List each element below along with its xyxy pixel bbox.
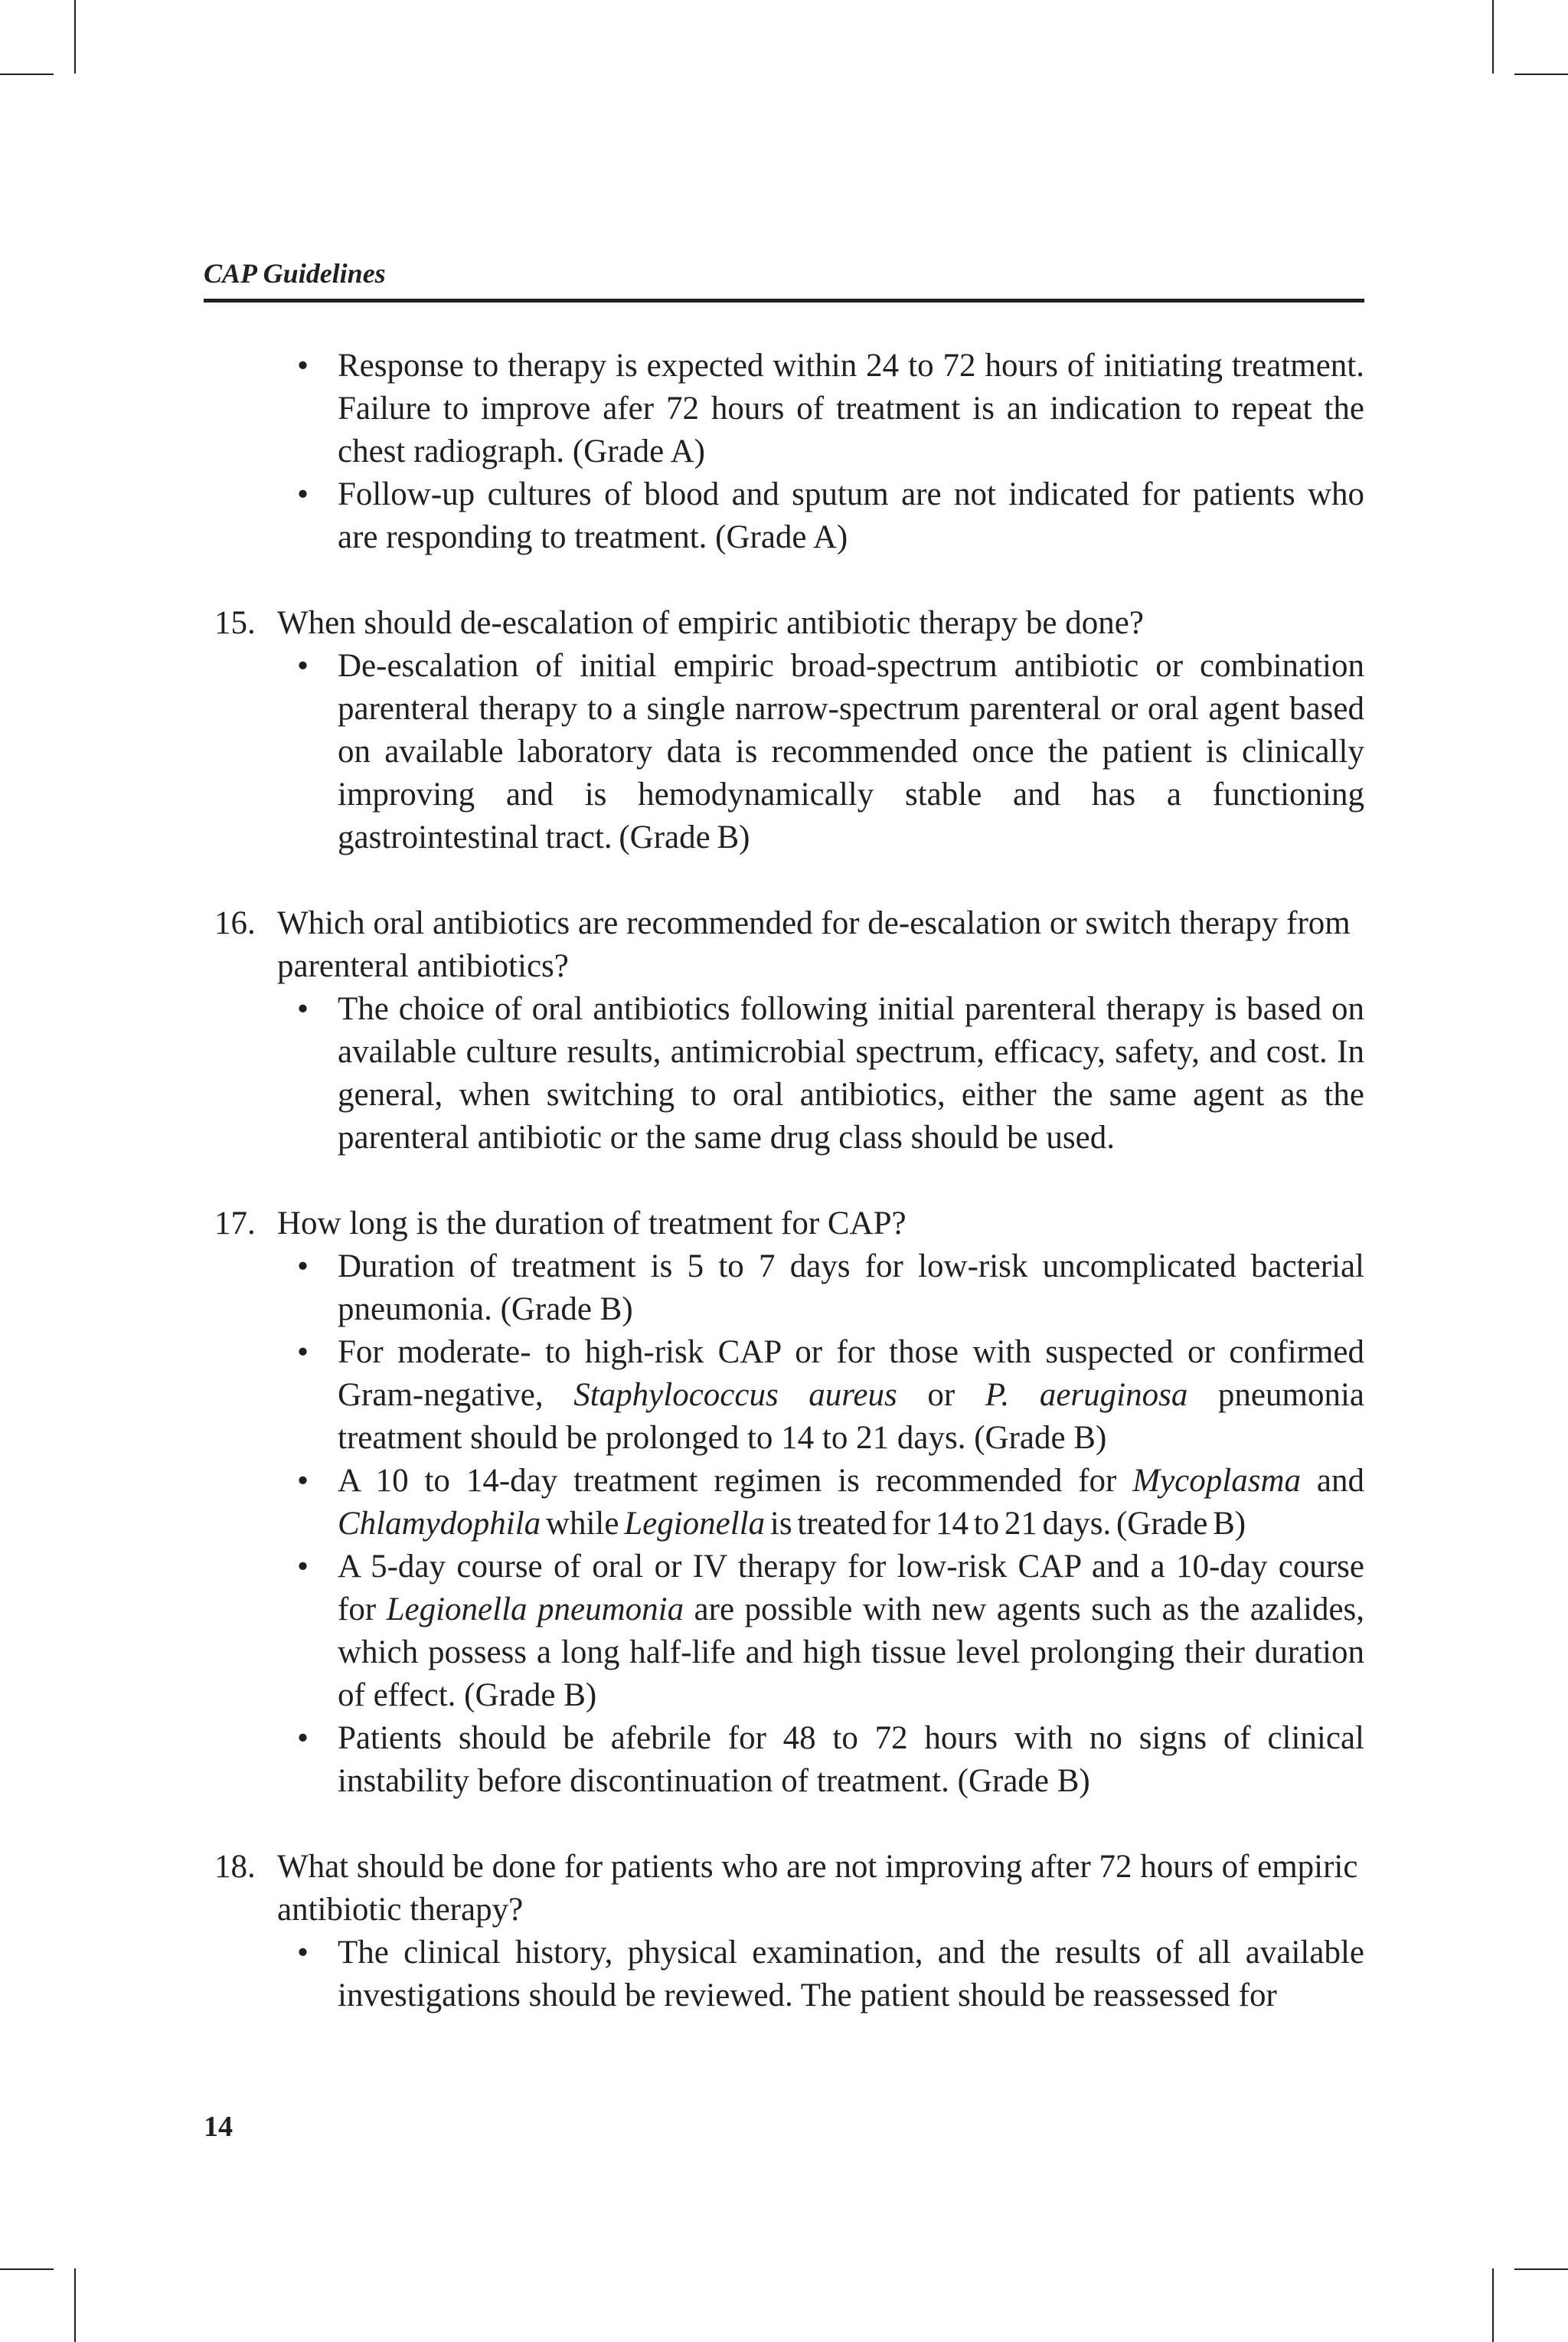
bullet-item	[204, 345, 1364, 473]
bullet-text: The choice of oral antibiotics following initial parenteral therapy is based on available culture results, antimicrobial spectrum, efficacy, safety, and cost. In general, when switching to oral antibiotics, either the same agent as the parenteral antibiotic or the same drug class should be used.	[338, 991, 1364, 1156]
question-text: What should be done for patients who are not improving after 72 hours of empiric antibiotic therapy?	[277, 1849, 1358, 1928]
question-16	[204, 902, 1364, 988]
bullet-text	[338, 1334, 1364, 1456]
running-header: CAP Guidelines	[204, 258, 386, 289]
bullet-dot: •	[297, 1720, 309, 1756]
text-run: while	[541, 1506, 625, 1542]
text-run: is treated for 14 to 21 days. (Grade B)	[765, 1506, 1246, 1542]
italic-term: Mycoplasma	[1132, 1463, 1302, 1499]
page-content	[204, 345, 1364, 2017]
question-text: Which oral antibiotics are recommended for de-escalation or switch therapy from parenteral antibiotics?	[277, 905, 1351, 984]
bullet-item	[204, 1245, 1364, 1331]
bullet-dot: •	[297, 1334, 309, 1370]
bullet-text: Response to therapy is expected within 24 to 72 hours of initiating treatment. Failure to improve afer 72 hours of treatment is an indication to repeat the chest radiograph. (Grade A)	[338, 348, 1364, 469]
italic-term: Staphylococcus aureus	[573, 1377, 897, 1413]
crop-mark	[0, 2268, 54, 2270]
bullet-dot: •	[297, 476, 309, 512]
header-rule	[204, 299, 1364, 303]
question-17	[204, 1202, 1364, 1245]
crop-mark	[1492, 0, 1494, 74]
bullet-dot: •	[297, 1463, 309, 1499]
page-number: 14	[204, 2111, 233, 2143]
italic-term: Legionella pneumonia	[386, 1591, 684, 1627]
crop-mark	[1514, 2268, 1568, 2270]
bullet-item	[204, 1717, 1364, 1803]
bullet-item	[204, 1331, 1364, 1460]
text-run: A 5-day course of oral or IV therapy for low-risk CAP and a 10-day course for	[338, 1549, 1364, 1627]
crop-mark	[1514, 74, 1568, 75]
bullet-item	[204, 988, 1364, 1160]
text-run: and	[1301, 1463, 1365, 1499]
question-number: 18.	[214, 1849, 256, 1885]
bullet-item	[204, 473, 1364, 559]
bullet-text: Duration of treatment is 5 to 7 days for low-risk uncomplicated bacterial pneumonia. (Grade B)	[338, 1248, 1364, 1327]
bullet-dot: •	[297, 1935, 309, 1971]
bullet-item	[204, 1546, 1364, 1717]
question-number: 17.	[214, 1205, 256, 1241]
bullet-item	[204, 1931, 1364, 2017]
bullet-dot: •	[297, 1248, 309, 1284]
bullet-text	[338, 1549, 1364, 1713]
crop-mark	[1492, 2268, 1494, 2342]
bullet-dot: •	[297, 991, 309, 1027]
bullet-text: The clinical history, physical examination, and the results of all available investigations should be reviewed. The patient should be reassessed for	[338, 1935, 1364, 2013]
bullet-dot: •	[297, 1549, 309, 1585]
text-run: or	[897, 1377, 985, 1413]
question-18	[204, 1846, 1364, 1931]
text-run: pneumonia treatment should be prolonged to 14 to 21 days. (Grade B)	[338, 1377, 1364, 1456]
text-run: are possible with new agents such as the azalides, which possess a long half-life and high tissue level prolonging their duration of effect. (Grade B)	[338, 1591, 1365, 1713]
italic-term: Chlamydophila	[338, 1506, 541, 1542]
question-number: 15.	[214, 605, 256, 641]
italic-term: P. aeruginosa	[985, 1377, 1188, 1413]
question-15	[204, 602, 1364, 645]
bullet-dot: •	[297, 348, 309, 384]
bullet-text: De-escalation of initial empiric broad-spectrum antibiotic or combination parenteral therapy to a single narrow-spectrum parenteral or oral agent based on available laboratory data is recommended once the patient is clinically improving and is hemodynamically stable and has a functioning gastrointestinal tract. (Grade B)	[338, 648, 1364, 855]
text-run: A 10 to 14-day treatment regimen is recommended for	[338, 1463, 1133, 1499]
bullet-item	[204, 645, 1364, 859]
bullet-item	[204, 1460, 1364, 1546]
crop-mark	[0, 74, 54, 75]
bullet-text: Follow-up cultures of blood and sputum are not indicated for patients who are responding to treatment. (Grade A)	[338, 476, 1364, 555]
bullet-dot: •	[297, 648, 309, 684]
text-run: For moderate- to high-risk CAP or for those with suspected or confirmed Gram-negative,	[338, 1334, 1364, 1413]
italic-term: Legionella	[624, 1506, 766, 1542]
question-number: 16.	[214, 905, 256, 941]
crop-mark	[74, 0, 76, 74]
question-text: When should de-escalation of empiric antibiotic therapy be done?	[277, 605, 1144, 641]
crop-mark	[74, 2268, 76, 2342]
question-text: How long is the duration of treatment for CAP?	[277, 1205, 906, 1241]
bullet-text: Patients should be afebrile for 48 to 72 hours with no signs of clinical instability before discontinuation of treatment. (Grade B)	[338, 1720, 1364, 1799]
bullet-text	[338, 1463, 1364, 1542]
